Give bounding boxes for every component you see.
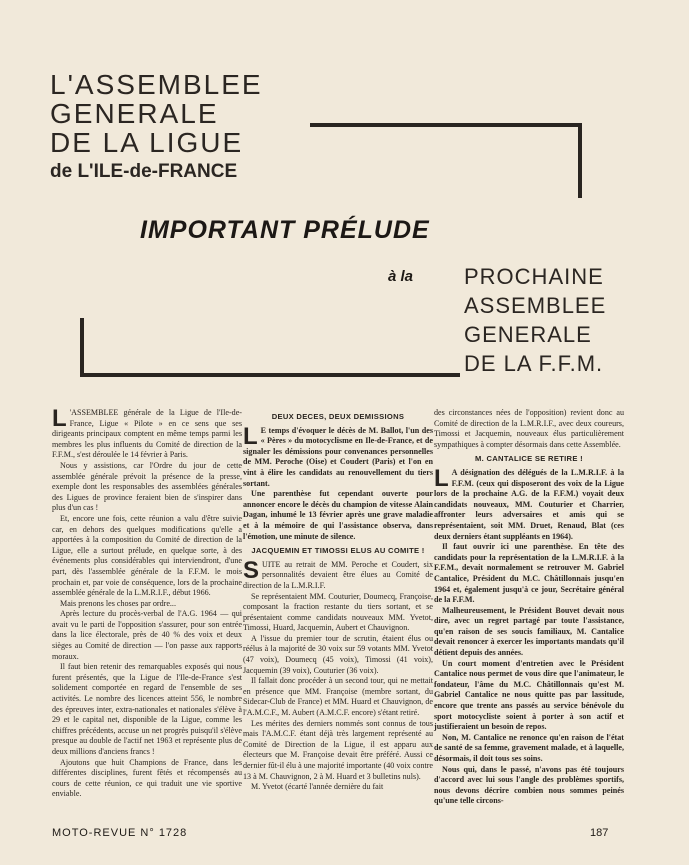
magazine-issue: MOTO-REVUE N° 1728 <box>52 827 188 839</box>
paragraph <box>434 464 624 542</box>
paragraph: Les mérites des derniers nommés sont connus de tous mais l'A.M.C.F. étant déjà très largement représenté au Comité de Direction de la Ligue, il est apparu aux électeurs que M. Françoise devait être préféré. Aussi ce dernier fût-il élu à une majorité importante (40 voix contre 13 à M. Chauvignon, 2 à M. Huard et 3 bulletins nuls). <box>243 718 433 781</box>
paragraph: Nous y assistions, car l'Ordre du jour de cette assemblée générale prévoit la présence de la presse, exemple dont les responsables des assemblées générales des Ligues de province feraient bien de s'inspirer dans plus d'un cas ! <box>52 460 242 513</box>
page-number: 187 <box>590 827 609 839</box>
article-title <box>50 70 310 186</box>
frame-rule-left <box>80 318 84 377</box>
paragraph-text: UITE au retrait de MM. Peroche et Coudert, six personnalités devaient être élues au Comité de direction de la L.M.R.I.F. <box>243 559 433 590</box>
paragraph: A l'issue du premier tour de scrutin, étaient élus ou réélus à la majorité de 30 voix sur 59 votants MM. Yvetot (47 voix), Doumecq (45 voix), Timossi (41 voix), Jacquemin (39 voix), Couturier (36 voix). <box>243 633 433 675</box>
text-column-2 <box>243 408 433 793</box>
drop-cap: L <box>52 405 67 432</box>
title-line: L'ASSEMBLEE <box>50 69 263 100</box>
paragraph: Se représentaient MM. Couturier, Doumecq, Françoise, composant la fraction restante du tiers sortant, et se présentaient comme candidats nouveaux MM. Yvetot, Timossi, Huard, Jacquemin, Aubert et Chauvignon. <box>243 591 433 633</box>
title-line: DE LA LIGUE <box>50 127 244 158</box>
paragraph: Il fallait donc procéder à un second tour, qui ne mettait en présence que MM. Françoise (membre sortant, du Sidecar-Club de France) et MM. Huard et Chauvignon, de l'A.M.C.F., M. Aubert (A.M.C.F. encore) s'étant retiré. <box>243 676 433 718</box>
paragraph-text: E temps d'évoquer le décès de M. Ballot, l'un des « Pères » du motocyclisme en Ile-de-France, et de signaler les démissions pour convenances personnelles de MM. Peroche (Oise) et Coudert (Paris) et l'on en vint à élire les candidats au renouvellement du tiers sortant. <box>243 425 433 488</box>
paragraph: Il faut bien retenir des remarquables exposés qui nous furent présentés, que la Ligue de l'Ile-de-France s'est solidement comportée en regard de l'ensemble de ses activités. Le nombre des licences atteint 556, le nombre des épreuves inter, extra-nationales et nationales s'élève à 29 et le capital net, disponible de la Ligue, comme les chiffres précédents, accuse un net progrès puisqu'il s'élève presque au double de l'actif net 1963 et représente plus de deux millions d'anciens francs ! <box>52 662 242 756</box>
frame-rule-top <box>310 123 580 127</box>
paragraph-text: 'ASSEMBLEE générale de la Ligue de l'Ile-de-France, Ligue « Pilote » en ce sens que ses dirigeants principaux comptent en même temps parmi les membres les plus influents du Comité de direction de la F.F.M., s'est déroulée le 14 février à Paris. <box>52 408 242 460</box>
connector-text: à la <box>388 268 414 285</box>
paragraph: Et, encore une fois, cette réunion a valu d'être suivie car, en dehors des quelques modifications qu'elle a apportées à la composition du Comité de direction de la Ligue, elle a surtout prélude, en quelque sorte, à des événements plus considérables qui interviendront, d'une part, dès l'assemblée générale de la F.F.M. le mois prochain et, par voie de conséquence, lors de la prochaine assemblée générale de la L.M.R.I.F., début 1966. <box>52 513 242 598</box>
paragraph: Mais prenons les choses par ordre... <box>60 598 176 608</box>
section-heading: DEUX DECES, DEUX DEMISSIONS <box>271 412 405 421</box>
paragraph: Non, M. Cantalice ne renonce qu'en raison de l'état de santé de sa femme, gravement malade, et à laquelle, désormais, il doit tous ses soins. <box>434 732 624 763</box>
paragraph: Après lecture du procès-verbal de l'A.G. 1964 — qui avait vu le parti de l'opposition s'assurer, pour son entrée dans la lice électorale, près de 40 % des voix et deux sièges au Comité de direction — l'on passe aux rapports moraux. <box>52 609 242 661</box>
title-line: de L'ILE-de-FRANCE <box>50 161 238 182</box>
text-column-1 <box>52 405 242 800</box>
paragraph: des circonstances nées de l'opposition) revient donc au Comité de direction de la L.M.R.I.F., avec deux coureurs, Timossi et Jacquemin, nouveaux élus particulièrement sympathiques à compter désormais dans cette Assemblée. <box>434 408 624 449</box>
subtitle-line: ASSEMBLEE <box>464 293 607 318</box>
subtitle-line: PROCHAINE <box>464 264 604 289</box>
paragraph: Malheureusement, le Président Bouvet devait nous dire, avec un regret partagé par toute l'assistance, qu'en raison de ses soucis familiaux, M. Cantalice devait renoncer à exercer les importants mandats qu'il détient depuis des années. <box>434 605 624 658</box>
paragraph: Une parenthèse fut cependant ouverte pour annoncer encore le décès du champion de vitesse Alain Dagan, inhumé le 13 février après une grave maladie et à la mémoire de qui l'assistance observa, dans l'émotion, une minute de silence. <box>243 489 433 541</box>
headline: IMPORTANT PRÉLUDE <box>140 216 430 244</box>
section-heading: JACQUEMIN ET TIMOSSI ELUS AU COMITE ! <box>251 546 425 556</box>
drop-cap: L <box>434 464 449 492</box>
paragraph <box>243 556 433 592</box>
text-column-3 <box>434 408 624 807</box>
section-heading: M. CANTALICE SE RETIRE ! <box>475 454 583 464</box>
paragraph: Nous qui, dans le passé, n'avons pas été toujours d'accord avec lui sous l'angle des problèmes sportifs, nous devons décrire combien nous sommes peinés qu'une telle circons- <box>434 764 624 806</box>
paragraph: Il faut ouvrir ici une parenthèse. En tête des candidats pour la représentation de la L.M.R.I.F. à la F.F.M., devait normalement se retrouver M. Gabriel Cantalice, Président du M.C. Châtillonnais jusqu'en 1964 et, également jusqu'à ce jour, Secrétaire général de la F.F.M. <box>434 542 624 605</box>
subtitle-line: DE LA F.F.M. <box>464 351 604 376</box>
title-line: GENERALE <box>50 98 219 129</box>
paragraph: Ajoutons que huit Champions de France, dans les différentes disciplines, furent fêtés et récompensés au cours de cette réunion, ce qui traduit une vie sportive enviable. <box>52 757 242 799</box>
drop-cap: S <box>243 556 260 584</box>
subtitle-line: GENERALE <box>464 322 592 347</box>
paragraph: Un court moment d'entretien avec le Président Cantalice nous permet de vous dire que l'animateur, le fondateur, l'âme du M.C. Châtillonnais qu'est M. Gabriel Cantalice ne nous quitte pas par lassitude, encore que trente ans passés au service bénévole du sport motocycliste soient à porter à son actif et justifieraient un besoin de repos. <box>434 658 624 732</box>
drop-cap: L <box>243 422 258 450</box>
article-subtitle <box>464 262 614 378</box>
paragraph-text: A désignation des délégués de la L.M.R.I.F. à la F.F.M. (ceux qui disposeront des voix de la Ligue lors de la prochaine A.G. de la F.F.M.) voyait deux candidats nouveaux, MM. Couturier et Charrier, affronter leurs adversaires et amis qui se représentaient, soit MM. Druet, Renaud, Blat (ces deux derniers étant suppléants en 1964). <box>434 467 624 541</box>
paragraph: M. Yvetot (écarté l'année dernière du fait <box>251 782 384 792</box>
frame-rule-bottom <box>80 373 460 377</box>
paragraph <box>243 422 433 490</box>
frame-rule-right <box>578 123 582 198</box>
paragraph <box>52 405 242 461</box>
